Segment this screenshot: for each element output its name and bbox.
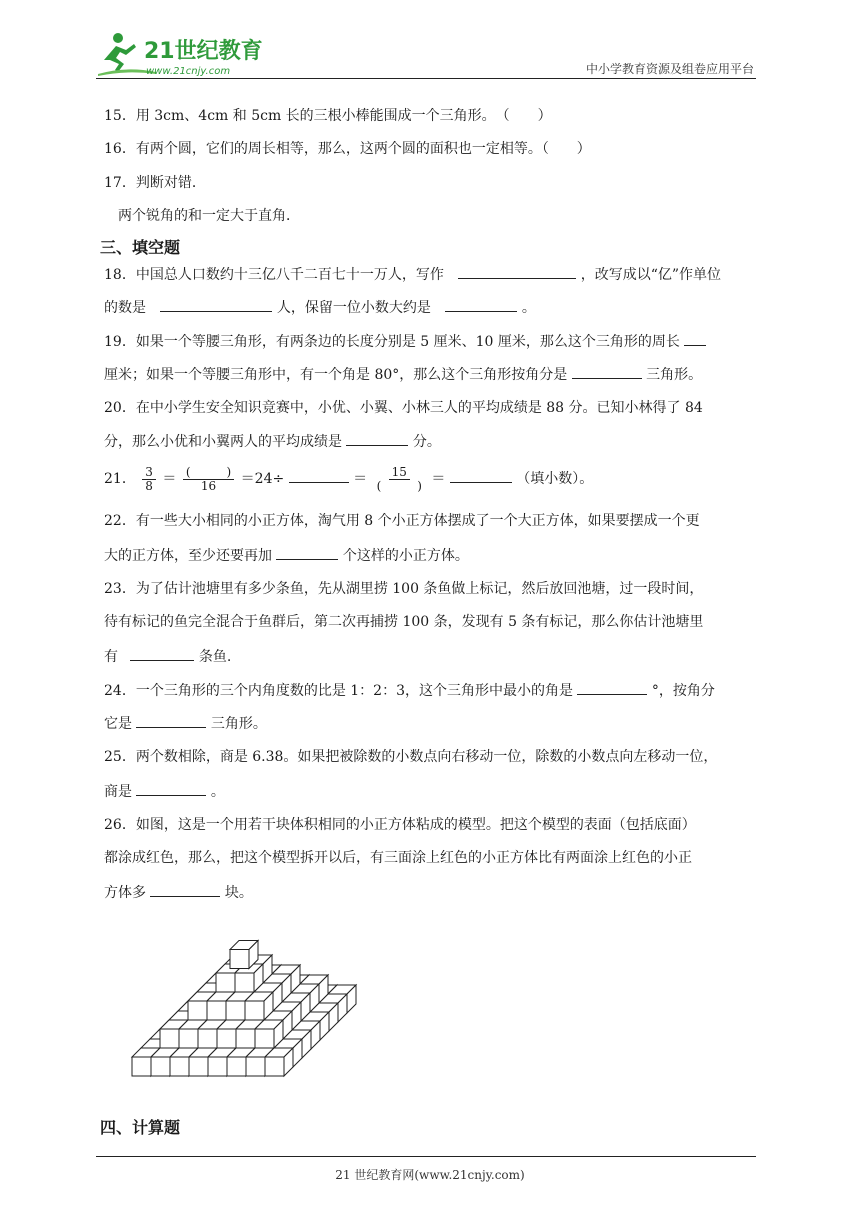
- fraction-denominator-blank[interactable]: ( ): [376, 478, 422, 493]
- cube-face: [216, 973, 235, 992]
- header-platform-text: 中小学教育资源及组卷应用平台: [585, 62, 754, 76]
- cube-face: [235, 973, 254, 992]
- question-21-suffix: （填小数）。: [516, 471, 594, 487]
- question-22-line1: 22．有一些大小相同的小正方体，淘气用 8 个小正方体摆成了一个大正方体，如果要摆成一个更: [104, 513, 700, 529]
- question-23-line3: [104, 646, 231, 667]
- question-24-text: 三角形。: [210, 716, 267, 732]
- fraction-numerator: 15: [389, 466, 410, 480]
- question-17-statement: 两个锐角的和一定大于直角．: [118, 208, 300, 224]
- question-22-line2: [104, 545, 469, 566]
- equals-sign: ＝: [353, 471, 368, 487]
- question-24-line1: [104, 680, 715, 701]
- equals-sign: ＝: [162, 471, 177, 487]
- question-23-line2: 待有标记的鱼完全混合于鱼群后，第二次再捕捞 100 条，发现有 5 条有标记，那么你估计池塘里: [104, 614, 704, 630]
- answer-blank[interactable]: [289, 468, 349, 483]
- question-16: 16．有两个圆，它们的周长相等，那么，这两个圆的面积也一定相等。（ ）: [104, 141, 591, 157]
- cube-face: [151, 1057, 170, 1076]
- question-24-line2: [104, 713, 267, 734]
- question-19-text: 19．如果一个等腰三角形，有两条边的长度分别是 5 厘米、10 厘米，那么这个三角形的周长: [104, 334, 680, 350]
- answer-blank[interactable]: [136, 713, 206, 728]
- cube-face: [189, 1057, 208, 1076]
- question-22-text: 个这样的小正方体。: [342, 548, 469, 564]
- question-20-text: 分，那么小优和小翼两人的平均成绩是: [104, 434, 342, 450]
- answer-blank[interactable]: [276, 545, 338, 560]
- question-25-text: 。: [210, 784, 225, 800]
- cube-face: [230, 950, 249, 969]
- question-20-text: 分。: [412, 434, 441, 450]
- question-18-text: 18．中国总人口数约十三亿八千二百七十一万人，写作: [104, 267, 444, 283]
- fraction-3-8: [142, 466, 156, 493]
- question-17: 17．判断对错．: [104, 175, 206, 191]
- question-24-text: 它是: [104, 716, 132, 732]
- answer-blank[interactable]: [346, 431, 408, 446]
- fraction-blank-16: [183, 466, 234, 493]
- section-fill-blank-title: 三、填空题: [100, 238, 181, 257]
- fraction-15-blank: [374, 466, 425, 493]
- question-19-text: 三角形。: [646, 367, 703, 383]
- header-divider: [96, 78, 756, 79]
- question-19-line2: [104, 364, 702, 385]
- fraction-numerator-blank[interactable]: ( ): [183, 466, 234, 480]
- question-26-line1: 26．如图，这是一个用若干块体积相同的小正方体粘成的模型。把这个模型的表面（包括底面）: [104, 817, 696, 833]
- question-24-text: °，按角分: [651, 683, 715, 699]
- answer-blank[interactable]: [160, 297, 272, 312]
- question-19-text: 厘米；如果一个等腰三角形中，有一个角是 80°，那么这个三角形按角分是: [104, 367, 568, 383]
- cube-face: [217, 1029, 236, 1048]
- question-18-text: 人，保留一位小数大约是: [276, 300, 431, 316]
- cube-face: [245, 1001, 264, 1020]
- question-25-text: 商是: [104, 784, 132, 800]
- cube-face: [226, 1001, 245, 1020]
- answer-blank[interactable]: [136, 781, 206, 796]
- answer-blank[interactable]: [445, 297, 517, 312]
- cube-face: [170, 1057, 189, 1076]
- question-18-line1: [104, 264, 721, 285]
- answer-blank[interactable]: [458, 264, 576, 279]
- cube-face: [208, 1057, 227, 1076]
- answer-blank[interactable]: [130, 646, 194, 661]
- cube-pyramid-figure: [128, 926, 418, 1100]
- question-23-text: 条鱼.: [198, 649, 232, 665]
- footer-divider: [96, 1156, 756, 1157]
- fraction-denominator: 16: [200, 478, 217, 493]
- question-26-line2: 都涂成红色，那么，把这个模型拆开以后，有三面涂上红色的小正方体比有两面涂上红色的小正: [104, 850, 692, 866]
- question-20-line2: [104, 431, 441, 452]
- footer-text: 21 世纪教育网(www.21cnjy.com): [335, 1168, 525, 1182]
- question-15: 15．用 3cm、4cm 和 5cm 长的三根小棒能围成一个三角形。 （ ）: [104, 108, 552, 124]
- division-text: ＝24÷: [240, 471, 285, 487]
- cube-pyramid-drawing: [128, 926, 418, 1096]
- question-18-line2: [104, 297, 536, 318]
- question-21: [104, 462, 593, 496]
- question-24-text: 24．一个三角形的三个内角度数的比是 1：2：3，这个三角形中最小的角是: [104, 683, 573, 699]
- answer-blank[interactable]: [572, 364, 642, 379]
- cube-face: [160, 1029, 179, 1048]
- cube-face: [207, 1001, 226, 1020]
- cube-face: [179, 1029, 198, 1048]
- site-logo: [96, 30, 266, 80]
- section-calculation-title: 四、计算题: [100, 1118, 181, 1137]
- cube-face: [265, 1057, 284, 1076]
- cube-face: [246, 1057, 265, 1076]
- question-20-line1: 20．在中小学生安全知识竞赛中，小优、小翼、小林三人的平均成绩是 88 分。已知小林得了 84: [104, 400, 703, 416]
- cube-face: [236, 1029, 255, 1048]
- answer-blank[interactable]: [450, 468, 512, 483]
- answer-blank[interactable]: [577, 680, 647, 695]
- equals-sign: ＝: [431, 471, 446, 487]
- question-25-line2: [104, 781, 225, 802]
- cube-face: [198, 1029, 217, 1048]
- question-18-text: 的数是: [104, 300, 146, 316]
- question-19-line1: [104, 331, 706, 352]
- question-18-text: 。: [521, 300, 536, 316]
- question-25-line1: 25．两个数相除，商是 6.38。如果把被除数的小数点向右移动一位，除数的小数点向左移动一位，: [104, 749, 718, 765]
- answer-blank[interactable]: [150, 882, 220, 897]
- cube-face: [132, 1057, 151, 1076]
- fraction-numerator: 3: [142, 466, 156, 480]
- question-22-text: 大的正方体，至少还要再加: [104, 548, 272, 564]
- fraction-denominator: 8: [145, 478, 153, 493]
- question-26-text: 块。: [224, 885, 253, 901]
- cube-face: [227, 1057, 246, 1076]
- question-21-number: 21．: [104, 471, 136, 487]
- question-23-line1: 23．为了估计池塘里有多少条鱼，先从湖里捞 100 条鱼做上标记，然后放回池塘，过一段时间，: [104, 581, 704, 597]
- cube-face: [188, 1001, 207, 1020]
- svg-text:www.21cnjy.com: www.21cnjy.com: [146, 66, 231, 77]
- question-26-text: 方体多: [104, 885, 146, 901]
- question-23-text: 有: [104, 649, 118, 665]
- svg-text:21世纪教育: 21世纪教育: [144, 39, 263, 64]
- question-18-text: ，改写成以“亿”作单位: [580, 267, 722, 283]
- answer-blank[interactable]: [684, 331, 706, 346]
- cube-face: [255, 1029, 274, 1048]
- question-26-line3: [104, 882, 253, 903]
